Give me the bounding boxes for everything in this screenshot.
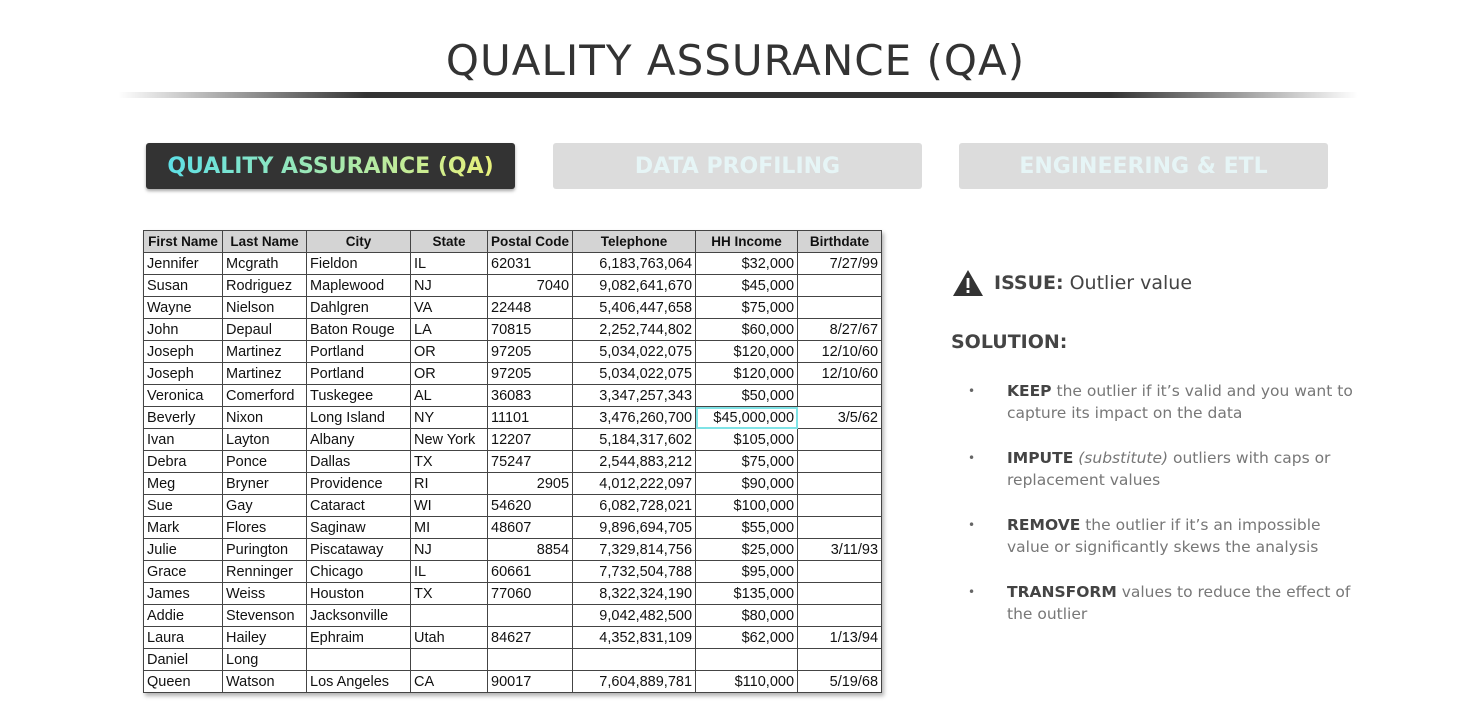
table-cell[interactable]: 3/11/93 bbox=[798, 539, 882, 561]
table-cell[interactable] bbox=[798, 583, 882, 605]
table-cell[interactable]: VA bbox=[411, 297, 488, 319]
table-cell[interactable]: Piscataway bbox=[307, 539, 411, 561]
table-cell[interactable]: Addie bbox=[144, 605, 223, 627]
table-cell[interactable]: Los Angeles bbox=[307, 671, 411, 693]
table-cell[interactable]: $95,000 bbox=[696, 561, 798, 583]
solution-item-keyword: IMPUTE bbox=[1007, 449, 1074, 467]
outlier-cell[interactable]: $45,000,000 bbox=[696, 407, 798, 429]
table-cell[interactable]: $100,000 bbox=[696, 495, 798, 517]
table-cell[interactable]: 9,896,694,705 bbox=[573, 517, 696, 539]
solution-list bbox=[966, 380, 1366, 648]
table-cell[interactable] bbox=[573, 649, 696, 671]
table-cell[interactable] bbox=[798, 297, 882, 319]
table-cell[interactable]: 12207 bbox=[488, 429, 573, 451]
solution-item-impute bbox=[966, 447, 1366, 514]
table-cell[interactable]: Joseph bbox=[144, 341, 223, 363]
table-cell[interactable]: $120,000 bbox=[696, 341, 798, 363]
tab-data-profiling[interactable] bbox=[553, 143, 922, 189]
table-cell[interactable]: Long Island bbox=[307, 407, 411, 429]
table-cell[interactable]: CA bbox=[411, 671, 488, 693]
table-cell[interactable]: $135,000 bbox=[696, 583, 798, 605]
table-row bbox=[144, 561, 882, 583]
table-cell[interactable]: 4,012,222,097 bbox=[573, 473, 696, 495]
customer-data-table bbox=[143, 230, 882, 693]
table-cell[interactable]: Weiss bbox=[223, 583, 307, 605]
solution-heading: SOLUTION: bbox=[951, 331, 1068, 353]
table-cell[interactable]: Sue bbox=[144, 495, 223, 517]
table-row bbox=[144, 539, 882, 561]
table-cell[interactable]: 22448 bbox=[488, 297, 573, 319]
table-cell[interactable]: 11101 bbox=[488, 407, 573, 429]
table-cell[interactable]: Debra bbox=[144, 451, 223, 473]
table-cell[interactable] bbox=[798, 385, 882, 407]
table-cell[interactable]: TX bbox=[411, 583, 488, 605]
solution-item-text: the outlier if it’s valid and you want to capture its impact on the data bbox=[1007, 382, 1353, 422]
table-cell[interactable]: NY bbox=[411, 407, 488, 429]
table-cell[interactable]: Queen bbox=[144, 671, 223, 693]
table-cell[interactable] bbox=[798, 473, 882, 495]
table-cell[interactable]: 8/27/67 bbox=[798, 319, 882, 341]
table-cell[interactable]: OR bbox=[411, 341, 488, 363]
table-cell[interactable] bbox=[798, 561, 882, 583]
table-cell[interactable]: 12/10/60 bbox=[798, 341, 882, 363]
table-cell[interactable]: $120,000 bbox=[696, 363, 798, 385]
table-row bbox=[144, 451, 882, 473]
table-cell[interactable]: Julie bbox=[144, 539, 223, 561]
column-header: Telephone bbox=[573, 231, 696, 253]
table-row bbox=[144, 517, 882, 539]
table-cell[interactable]: Stevenson bbox=[223, 605, 307, 627]
table-cell[interactable]: Fieldon bbox=[307, 253, 411, 275]
table-cell[interactable]: $75,000 bbox=[696, 451, 798, 473]
table-cell[interactable]: Hailey bbox=[223, 627, 307, 649]
table-cell[interactable]: OR bbox=[411, 363, 488, 385]
table-cell[interactable]: Martinez bbox=[223, 363, 307, 385]
table-cell[interactable]: 6,082,728,021 bbox=[573, 495, 696, 517]
table-cell[interactable]: Rodriguez bbox=[223, 275, 307, 297]
column-header: Last Name bbox=[223, 231, 307, 253]
table-cell[interactable]: Layton bbox=[223, 429, 307, 451]
table-cell[interactable]: 70815 bbox=[488, 319, 573, 341]
table-row bbox=[144, 495, 882, 517]
table-cell[interactable] bbox=[488, 649, 573, 671]
table-cell[interactable]: Maplewood bbox=[307, 275, 411, 297]
table-cell[interactable]: IL bbox=[411, 253, 488, 275]
issue-label: ISSUE: bbox=[994, 272, 1064, 294]
solution-item-keep bbox=[966, 380, 1366, 447]
table-row bbox=[144, 429, 882, 451]
table-cell[interactable]: 9,042,482,500 bbox=[573, 605, 696, 627]
solution-item-keyword: REMOVE bbox=[1007, 516, 1081, 534]
table-cell[interactable]: RI bbox=[411, 473, 488, 495]
table-cell[interactable]: 3,476,260,700 bbox=[573, 407, 696, 429]
data-table-container bbox=[143, 230, 882, 693]
column-header: State bbox=[411, 231, 488, 253]
table-cell[interactable] bbox=[411, 605, 488, 627]
table-cell[interactable] bbox=[696, 649, 798, 671]
table-cell[interactable]: Dallas bbox=[307, 451, 411, 473]
table-cell[interactable]: 7,604,889,781 bbox=[573, 671, 696, 693]
table-cell[interactable]: 7040 bbox=[488, 275, 573, 297]
table-cell[interactable]: $25,000 bbox=[696, 539, 798, 561]
table-cell[interactable]: 54620 bbox=[488, 495, 573, 517]
table-cell[interactable]: John bbox=[144, 319, 223, 341]
tab-quality-assurance[interactable] bbox=[146, 143, 515, 189]
table-cell[interactable] bbox=[798, 495, 882, 517]
solution-item-text: values to reduce the effect of the outlier bbox=[1007, 583, 1351, 623]
table-cell[interactable] bbox=[798, 649, 882, 671]
warning-icon bbox=[952, 269, 984, 297]
table-cell[interactable]: NJ bbox=[411, 539, 488, 561]
solution-item-remove bbox=[966, 514, 1366, 581]
table-row bbox=[144, 671, 882, 693]
table-cell[interactable]: James bbox=[144, 583, 223, 605]
table-cell[interactable]: Jennifer bbox=[144, 253, 223, 275]
table-cell[interactable]: Wayne bbox=[144, 297, 223, 319]
table-cell[interactable]: 77060 bbox=[488, 583, 573, 605]
issue-text: Outlier value bbox=[1069, 272, 1193, 294]
table-cell[interactable] bbox=[798, 451, 882, 473]
table-cell[interactable]: 3/5/62 bbox=[798, 407, 882, 429]
table-cell[interactable]: Portland bbox=[307, 363, 411, 385]
table-cell[interactable]: Dahlgren bbox=[307, 297, 411, 319]
table-row bbox=[144, 297, 882, 319]
table-cell[interactable]: Veronica bbox=[144, 385, 223, 407]
table-cell[interactable]: Laura bbox=[144, 627, 223, 649]
table-row bbox=[144, 385, 882, 407]
table-cell[interactable] bbox=[798, 275, 882, 297]
table-cell[interactable]: $50,000 bbox=[696, 385, 798, 407]
solution-item-text: the outlier if it’s an impossible value or significantly skews the analysis bbox=[1007, 516, 1321, 556]
table-cell[interactable]: Mcgrath bbox=[223, 253, 307, 275]
table-cell[interactable]: 2,544,883,212 bbox=[573, 451, 696, 473]
table-row bbox=[144, 341, 882, 363]
table-row bbox=[144, 319, 882, 341]
table-cell[interactable]: 5,034,022,075 bbox=[573, 363, 696, 385]
table-cell[interactable]: 5/19/68 bbox=[798, 671, 882, 693]
table-cell[interactable]: 1/13/94 bbox=[798, 627, 882, 649]
table-row bbox=[144, 407, 882, 429]
table-cell[interactable]: 7,732,504,788 bbox=[573, 561, 696, 583]
table-cell[interactable]: 7,329,814,756 bbox=[573, 539, 696, 561]
table-cell[interactable]: Ephraim bbox=[307, 627, 411, 649]
table-cell[interactable]: 2905 bbox=[488, 473, 573, 495]
table-cell[interactable]: Cataract bbox=[307, 495, 411, 517]
table-cell[interactable]: $62,000 bbox=[696, 627, 798, 649]
table-cell[interactable]: Utah bbox=[411, 627, 488, 649]
table-cell[interactable]: Chicago bbox=[307, 561, 411, 583]
table-cell[interactable]: 5,406,447,658 bbox=[573, 297, 696, 319]
table-cell[interactable]: TX bbox=[411, 451, 488, 473]
table-cell[interactable]: Long bbox=[223, 649, 307, 671]
table-row bbox=[144, 605, 882, 627]
table-cell[interactable]: 97205 bbox=[488, 363, 573, 385]
solution-item-keyword: TRANSFORM bbox=[1007, 583, 1117, 601]
table-cell[interactable] bbox=[488, 605, 573, 627]
table-cell[interactable]: 90017 bbox=[488, 671, 573, 693]
table-cell[interactable]: 9,082,641,670 bbox=[573, 275, 696, 297]
table-cell[interactable]: Susan bbox=[144, 275, 223, 297]
table-cell[interactable]: 7/27/99 bbox=[798, 253, 882, 275]
table-cell[interactable] bbox=[307, 649, 411, 671]
table-cell[interactable]: Ponce bbox=[223, 451, 307, 473]
tab-label: QUALITY ASSURANCE (QA) bbox=[167, 153, 494, 179]
table-row bbox=[144, 363, 882, 385]
table-cell[interactable]: 84627 bbox=[488, 627, 573, 649]
column-header: Postal Code bbox=[488, 231, 573, 253]
table-row bbox=[144, 649, 882, 671]
table-cell[interactable]: 60661 bbox=[488, 561, 573, 583]
table-cell[interactable]: AL bbox=[411, 385, 488, 407]
table-cell[interactable]: 97205 bbox=[488, 341, 573, 363]
solution-item-note: (substitute) bbox=[1078, 449, 1169, 467]
table-cell[interactable]: Nielson bbox=[223, 297, 307, 319]
title-divider bbox=[118, 92, 1358, 98]
table-cell[interactable]: Beverly bbox=[144, 407, 223, 429]
table-cell[interactable]: Daniel bbox=[144, 649, 223, 671]
table-cell[interactable]: $80,000 bbox=[696, 605, 798, 627]
table-cell[interactable]: 36083 bbox=[488, 385, 573, 407]
table-cell[interactable]: $75,000 bbox=[696, 297, 798, 319]
table-cell[interactable]: Portland bbox=[307, 341, 411, 363]
tab-engineering-etl[interactable] bbox=[959, 143, 1328, 189]
table-cell[interactable]: Houston bbox=[307, 583, 411, 605]
table-cell[interactable]: Joseph bbox=[144, 363, 223, 385]
table-cell[interactable]: Jacksonville bbox=[307, 605, 411, 627]
column-header: City bbox=[307, 231, 411, 253]
tab-label: ENGINEERING & ETL bbox=[1019, 153, 1268, 179]
page-title: QUALITY ASSURANCE (QA) bbox=[445, 36, 1026, 85]
table-body bbox=[144, 253, 882, 693]
table-cell[interactable]: Purington bbox=[223, 539, 307, 561]
table-cell[interactable]: 62031 bbox=[488, 253, 573, 275]
table-cell[interactable]: Mark bbox=[144, 517, 223, 539]
table-cell[interactable]: Nixon bbox=[223, 407, 307, 429]
table-cell[interactable]: 8,322,324,190 bbox=[573, 583, 696, 605]
table-cell[interactable]: 5,184,317,602 bbox=[573, 429, 696, 451]
table-cell[interactable]: IL bbox=[411, 561, 488, 583]
table-cell[interactable]: LA bbox=[411, 319, 488, 341]
table-cell[interactable]: 5,034,022,075 bbox=[573, 341, 696, 363]
table-cell[interactable]: $90,000 bbox=[696, 473, 798, 495]
table-cell[interactable]: $60,000 bbox=[696, 319, 798, 341]
table-row bbox=[144, 275, 882, 297]
table-cell[interactable]: New York bbox=[411, 429, 488, 451]
table-cell[interactable]: Baton Rouge bbox=[307, 319, 411, 341]
table-cell[interactable] bbox=[798, 517, 882, 539]
table-cell[interactable]: MI bbox=[411, 517, 488, 539]
table-cell[interactable]: Watson bbox=[223, 671, 307, 693]
solution-item-text: outliers with caps or replacement values bbox=[1007, 449, 1331, 489]
solution-item-transform bbox=[966, 581, 1366, 648]
table-cell[interactable]: 6,183,763,064 bbox=[573, 253, 696, 275]
table-cell[interactable]: Renninger bbox=[223, 561, 307, 583]
table-cell[interactable]: Bryner bbox=[223, 473, 307, 495]
table-cell[interactable] bbox=[798, 429, 882, 451]
table-cell[interactable]: Comerford bbox=[223, 385, 307, 407]
table-cell[interactable]: Providence bbox=[307, 473, 411, 495]
table-row bbox=[144, 627, 882, 649]
table-cell[interactable]: 48607 bbox=[488, 517, 573, 539]
table-cell[interactable]: 2,252,744,802 bbox=[573, 319, 696, 341]
table-cell[interactable]: Saginaw bbox=[307, 517, 411, 539]
table-cell[interactable]: Martinez bbox=[223, 341, 307, 363]
table-cell[interactable]: Grace bbox=[144, 561, 223, 583]
table-cell[interactable]: NJ bbox=[411, 275, 488, 297]
table-row bbox=[144, 473, 882, 495]
table-cell[interactable]: Flores bbox=[223, 517, 307, 539]
table-cell[interactable]: $45,000 bbox=[696, 275, 798, 297]
table-cell[interactable]: WI bbox=[411, 495, 488, 517]
table-cell[interactable]: Meg bbox=[144, 473, 223, 495]
table-cell[interactable]: $55,000 bbox=[696, 517, 798, 539]
table-cell[interactable] bbox=[798, 605, 882, 627]
table-cell[interactable]: 3,347,257,343 bbox=[573, 385, 696, 407]
column-header: First Name bbox=[144, 231, 223, 253]
column-header: Birthdate bbox=[798, 231, 882, 253]
tab-label: DATA PROFILING bbox=[634, 153, 841, 179]
issue-callout bbox=[952, 269, 1192, 297]
table-cell[interactable]: $32,000 bbox=[696, 253, 798, 275]
table-row bbox=[144, 253, 882, 275]
solution-item-keyword: KEEP bbox=[1007, 382, 1052, 400]
table-cell[interactable]: 75247 bbox=[488, 451, 573, 473]
table-cell[interactable]: 12/10/60 bbox=[798, 363, 882, 385]
table-row bbox=[144, 583, 882, 605]
table-cell[interactable]: Albany bbox=[307, 429, 411, 451]
table-cell[interactable]: $110,000 bbox=[696, 671, 798, 693]
table-header-row bbox=[144, 231, 882, 253]
table-cell[interactable]: Ivan bbox=[144, 429, 223, 451]
table-cell[interactable]: 4,352,831,109 bbox=[573, 627, 696, 649]
column-header: HH Income bbox=[696, 231, 798, 253]
table-cell[interactable]: $105,000 bbox=[696, 429, 798, 451]
table-cell[interactable] bbox=[411, 649, 488, 671]
table-cell[interactable]: 8854 bbox=[488, 539, 573, 561]
table-cell[interactable]: Tuskegee bbox=[307, 385, 411, 407]
table-cell[interactable]: Gay bbox=[223, 495, 307, 517]
table-cell[interactable]: Depaul bbox=[223, 319, 307, 341]
